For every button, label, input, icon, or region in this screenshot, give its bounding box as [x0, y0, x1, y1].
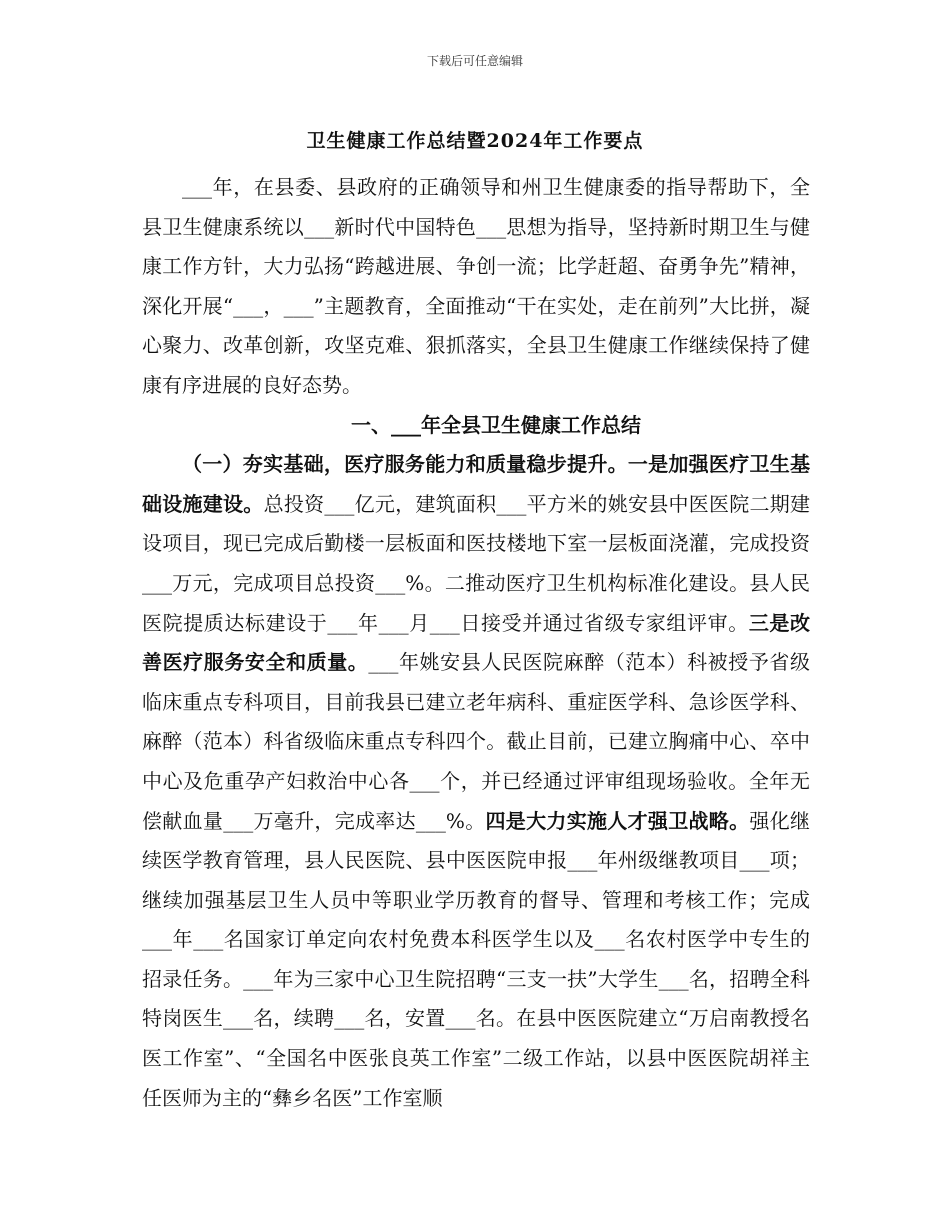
- body-text: 总投资___亿元，建筑面积___平方米的姚安县中医医院二期建设项目，现已完成后勤楼一层板面和医技楼地下室一层板面浇灌，完成投资___万元，完成项目总投资___%。二推动医疗卫生机构标准化建设。县人民医院提质达标建设于___年___月___日接受并通过省级专家组评审。: [142, 491, 811, 635]
- document-body: [142, 168, 810, 1118]
- intro-paragraph: ___年，在县委、县政府的正确领导和州卫生健康委的指导帮助下，全县卫生健康系统以___新时代中国特色___思想为指导，坚持新时期卫生与健康工作方针，大力弘扬“跨越进展、争创一流；比学赶超、奋勇争先”精神，深化开展“___，___”主题教育，全面推动“干在实处，走在前列”大比拼，凝心聚力、改革创新，攻坚克难、狠抓落实，全县卫生健康工作继续保持了健康有序进展的良好态势。: [142, 175, 810, 397]
- lead-bold-phrase: （一）夯实基础，医疗服务能力和质量稳步提升。一是加强医疗卫生基础设施建设。: [142, 452, 810, 516]
- section-heading: 一、___年全县卫生健康工作总结: [351, 412, 641, 437]
- bold-phrase: 四是大力实施人才强卫战略。: [485, 808, 750, 833]
- section-one-paragraph: [142, 445, 810, 1118]
- header-note: 下载后可任意编辑: [426, 54, 523, 68]
- bold-phrase: 三是改善医疗服务安全和质量。: [142, 610, 811, 675]
- body-text: 强化继续医学教育管理，县人民医院、县中医医院申报___年州级继教项目___项；继续加强基层卫生人员中等职业学历教育的督导、管理和考核工作；完成___年___名国家订单定向农村免费本科医学生以及___名农村医学中专生的招录任务。___年为三家中心卫生院招聘“三支一扶”大学生___名，招聘全科特岗医生___名，续聘___名，安置___名。在县中医医院建立“万启南教授名医工作室”、“全国名中医张良英工作室”二级工作站，以县中医医院胡祥主任医师为主的“彝乡名医”工作室顺: [142, 808, 811, 1110]
- document-title: 卫生健康工作总结暨2024年工作要点: [306, 130, 644, 152]
- body-text: ___年姚安县人民医院麻醉（范本）科被授予省级临床重点专科项目，目前我县已建立老年病科、重症医学科、急诊医学科、麻醉（范本）科省级临床重点专科四个。截止目前，已建立胸痛中心、卒中中心及危重孕产妇救治中心各___个，并已经通过评审组现场验收。全年无偿献血量___万毫升，完成率达___%。: [142, 650, 811, 833]
